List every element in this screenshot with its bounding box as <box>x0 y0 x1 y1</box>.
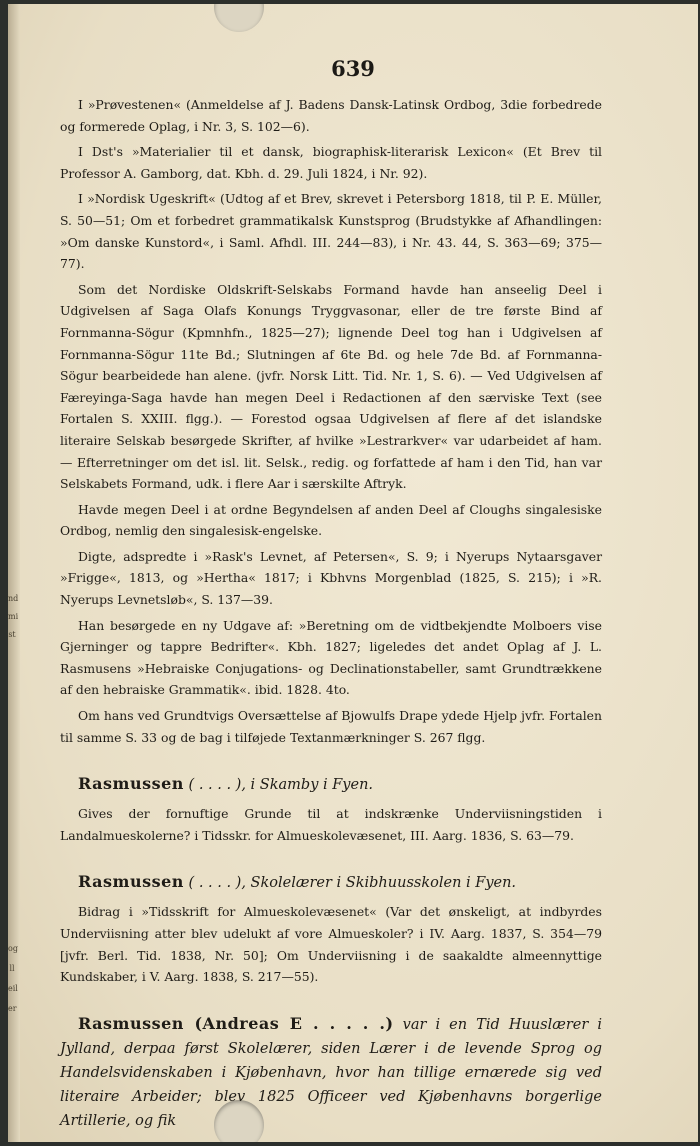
paragraph: I »Nordisk Ugeskrift« (Udtog af et Brev, skrevet i Petersborg 1818, til P. E. Müller, S. 50—51; Om et forbedret grammatikalsk Kunstsprog (Brudstykke af Afhandlingen: »Om danske Kunstord«, i Saml. Afhdl. III. 244—83), i Nr. 43. 44, S. 363—69; 375—77). <box>60 191 602 272</box>
entry-heading <box>60 1012 602 1133</box>
paragraph: Om hans ved Grundtvigs Oversættelse af Bjowulfs Drape ydede Hjelp jvfr. Fortalen til samme S. 33 og de bag i tilføjede Textanmærkninger S. 267 flgg. <box>60 708 602 745</box>
book-page <box>8 4 698 1142</box>
biography-entry <box>60 1012 602 1133</box>
entry-description: var i en Tid Huuslærer i Jylland, derpaa først Skolelærer, siden Lærer i de levende Sprog og Handelsvidenskaben i Kjøbenhavn, hvor han tillige ernærede sig ved literaire Arbeider; blev 1825 Officeer ved Kjøbenhavns borgerlige Artillerie, og fik <box>60 1016 603 1129</box>
entry-body: Gives der fornuftige Grunde til at indskrænke Underviisningstiden i Landalmueskolerne? i Tidsskr. for Almueskolevæsenet, III. Aarg. 1836, S. 63—79. <box>60 806 602 843</box>
margin-note: mi <box>8 612 19 621</box>
biography-entry <box>60 772 602 846</box>
page-number: 639 <box>331 56 375 81</box>
entry-description: ( . . . . ), Skolelærer i Skibhuusskolen i Fyen. <box>183 875 517 892</box>
entry-name: Rasmussen <box>78 872 184 892</box>
entry-description: ( . . . . ), i Skamby i Fyen. <box>183 777 374 794</box>
paragraph: I Dst's »Materialier til et dansk, biographisk-literarisk Lexicon« (Et Brev til Professor A. Gamborg, dat. Kbh. d. 29. Juli 1824, i Nr. 92). <box>60 144 602 181</box>
margin-note: eil <box>8 984 18 993</box>
top-punch-hole <box>214 4 264 32</box>
entry-body: Bidrag i »Tidsskrift for Almueskolevæsenet« (Var det ønskeligt, at indbyrdes Underviisning atter blev udelukt af vore Almueskoler? i IV. Aarg. 1837, S. 354—79 [jvfr. Berl. Tid. 1838, Nr. 50]; Om Underviisning i de saakaldte almeennyttige Kundskaber, i V. Aarg. 1838, S. 217—55). <box>60 904 602 985</box>
paragraph: Havde megen Deel i at ordne Begyndelsen af anden Deel af Cloughs singalesiske Ordbog, nemlig den singalesisk-engelske. <box>60 501 602 539</box>
margin-note: st <box>8 630 16 639</box>
margin-note: og <box>8 944 18 953</box>
biography-entry <box>60 870 602 987</box>
paragraph: Digte, adspredte i »Rask's Levnet, af Petersen«, S. 9; i Nyerups Nytaarsgaver »Frigge«, 1813, og »Hertha« 1817; i Kbhvns Morgenblad (1825, S. 215); i »R. Nyerups Levnetsløb«, S. 137—39. <box>60 548 602 608</box>
page-content <box>60 94 602 1133</box>
paragraph: Som det Nordiske Oldskrift-Selskabs Formand havde han anseelig Deel i Udgivelsen af Saga Olafs Konungs Tryggvasonar, eller de tre første Bind af Fornmanna-Sögur (Kpmnhfn., 1825—27); lignende Deel tog han i Udgivelsen af Fornmanna-Sögur 11te Bd.; Slutningen af 6te Bd. og hele 7de Bd. af Fornmanna-Sögur bearbeidede han alene. (jvfr. Norsk Litt. Tid. Nr. 1, S. 6). — Ved Udgivelsen af Færeyinga-Saga havde han megen Deel i Redactionen af den særviske Text (see Fortalen S. XXIII. flgg.). — Forestod ogsaa Udgivelsen af flere af det islandske literaire Selskab besørgede Skrifter, af hvilke »Lestrarkver« var udarbeidet af ham. — Efterretninger om det isl. lit. Selsk., redig. og forfattede af ham i den Tid, han var Selskabets Formand, udk. i flere Aar i særskilte Aftryk. <box>60 281 602 492</box>
entry-heading <box>60 870 602 895</box>
paragraph: Han besørgede en ny Udgave af: »Beretning om de vidtbekjendte Molboers vise Gjerninger og tappre Bedrifter«. Kbh. 1827; ligeledes det andet Oplag af J. L. Rasmusens »Hebraiske Conjugations- og Declinationstabeller, samt Grundtrækkene af den hebraiske Grammatik«. ibid. 1828. 4to. <box>60 617 602 698</box>
margin-note: nd <box>8 594 19 603</box>
entry-name: Rasmussen <box>78 774 184 794</box>
paragraph: I »Prøvestenen« (Anmeldelse af J. Badens Dansk-Latinsk Ordbog, 3die forbedrede og formerede Oplag, i Nr. 3, S. 102—6). <box>60 97 602 134</box>
entry-name: Rasmussen (Andreas E . . . . .) <box>78 1013 394 1033</box>
margin-note: er <box>8 1004 17 1013</box>
entry-heading <box>60 772 602 797</box>
margin-note: ll <box>9 964 15 973</box>
